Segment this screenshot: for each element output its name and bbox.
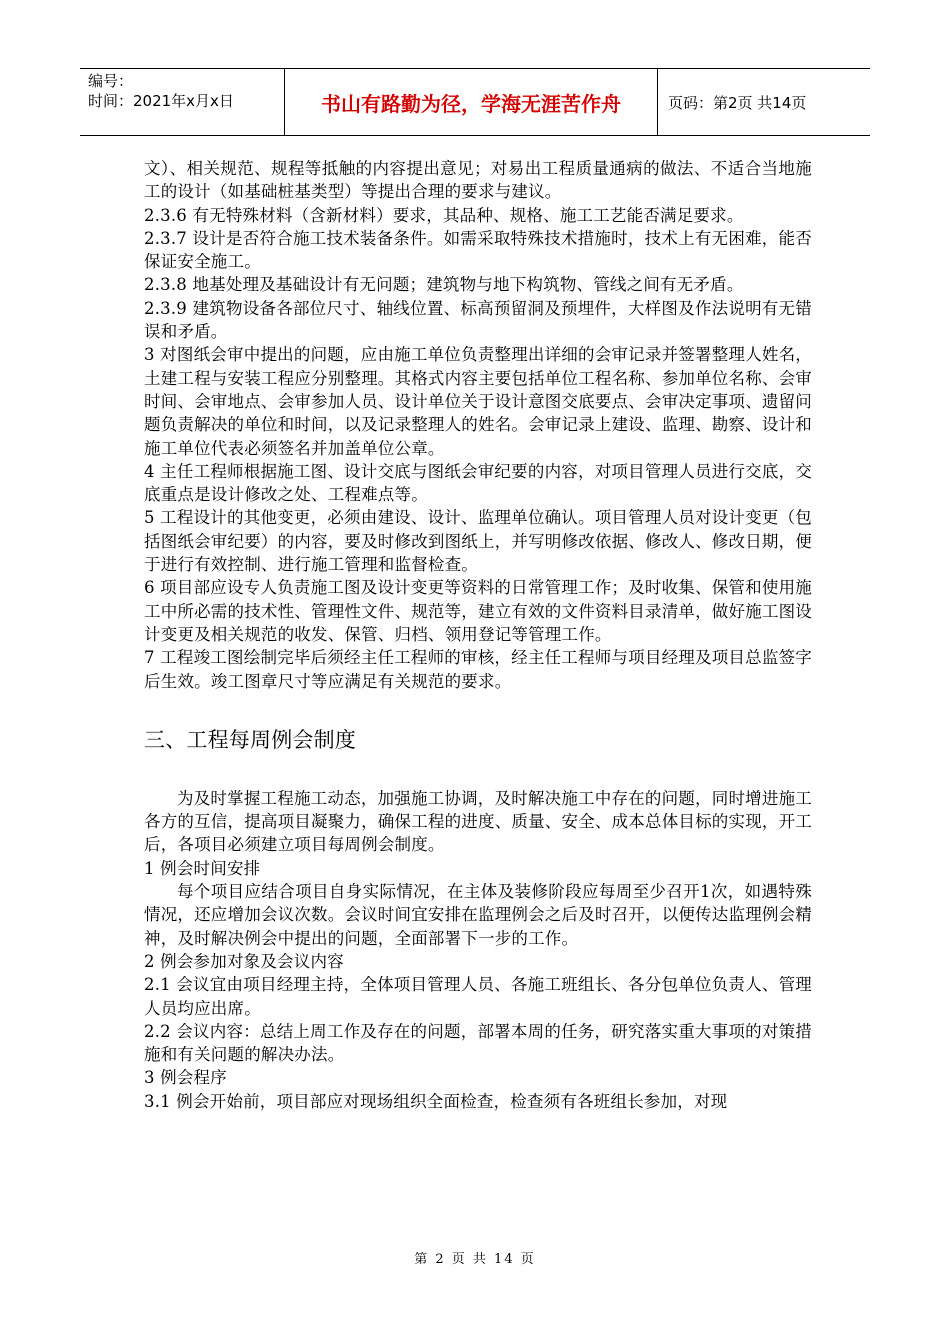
header-meta [80,69,284,135]
document-number-label: 编号： [88,72,134,90]
item-heading: 1 例会时间安排 [144,858,261,878]
paragraph: 3 对图纸会审中提出的问题，应由施工单位负责整理出详细的会审记录并签署整理人姓名，土建工程与安装工程应分别整理。其格式内容主要包括单位工程名称、参加单位名称、会审时间、会审地点、会审参加人员、设计单位关于设计意图交底要点、会审决定事项、遗留问题负责解决的单位和时间，以及记录整理人的姓名。会审记录上建设、监理、勘察、设计和施工单位代表必须签名并加盖单位公章。 [144,345,812,458]
section-intro: 为及时掌握工程施工动态，加强施工协调，及时解决施工中存在的问题，同时增进施工各方的互信，提高项目凝聚力，确保工程的进度、质量、安全、成本总体目标的实现，开工后，各项目必须建立项目每周例会制度。 [144,788,812,855]
paragraph: 2.3.8 地基处理及基础设计有无问题；建筑物与地下构筑物、管线之间有无矛盾。 [144,275,744,295]
paragraph: 3.1 例会开始前，项目部应对现场组织全面检查，检查须有各班组长参加，对现 [144,1091,728,1111]
paragraph: 2.3.9 建筑物设备各部位尺寸、轴线位置、标高预留洞及预埋件，大样图及作法说明有无错误和矛盾。 [144,298,812,342]
page-footer: 第 2 页 共 14 页 [414,1252,536,1267]
paragraph: 文）、相关规范、规程等抵触的内容提出意见；对易出工程质量通病的做法、不适合当地施工的设计（如基础桩基类型）等提出合理的要求与建议。 [144,159,812,202]
paragraph: 6 项目部应设专人负责施工图及设计变更等资料的日常管理工作；及时收集、保管和使用施工中所必需的技术性、管理性文件、规范等，建立有效的文件资料目录清单，做好施工图设计变更及相关规范的收发、保管、归档、领用登记等管理工作。 [144,578,812,644]
header-page-number: 页码：第2页 共14页 [668,93,807,112]
header-motto: 书山有路勤为径，学海无涯苦作舟 [284,69,658,135]
section-title: 三、工程每周例会制度 [144,727,356,752]
paragraph: 5 工程设计的其他变更，必须由建设、设计、监理单位确认。项目管理人员对设计变更（包括图纸会审纪要）的内容，要及时修改到图纸上，并写明修改依据、修改人、修改日期，便于进行有效控制、进行施工管理和监督检查。 [144,508,812,575]
item-heading: 3 例会程序 [144,1068,227,1088]
paragraph: 2.3.7 设计是否符合施工技术装备条件。如需采取特殊技术措施时，技术上有无困难，能否保证安全施工。 [144,228,812,272]
paragraph: 7 工程竣工图绘制完毕后须经主任工程师的审核，经主任工程师与项目经理及项目总监签字后生效。竣工图章尺寸等应满足有关规范的要求。 [144,648,812,691]
paragraph: 4 主任工程师根据施工图、设计交底与图纸会审纪要的内容，对项目管理人员进行交底，交底重点是设计修改之处、工程难点等。 [144,461,812,505]
item-heading: 2 例会参加对象及会议内容 [144,951,344,971]
document-time-label: 时间：2021年x月x日 [88,92,234,110]
document-body [144,157,812,1113]
paragraph: 每个项目应结合项目自身实际情况，在主体及装修阶段应每周至少召开1次，如遇特殊情况，还应增加会议次数。会议时间宜安排在监理例会之后及时召开，以便传达监理例会精神，及时解决例会中提出的问题，全面部署下一步的工作。 [144,882,812,948]
paragraph: 2.2 会议内容：总结上周工作及存在的问题，部署本周的任务，研究落实重大事项的对策措施和有关问题的解决办法。 [144,1021,812,1065]
paragraph: 2.1 会议宜由项目经理主持，全体项目管理人员、各施工班组长、各分包单位负责人、管理人员均应出席。 [144,975,812,1018]
paragraph: 2.3.6 有无特殊材料（含新材料）要求，其品种、规格、施工工艺能否满足要求。 [144,205,744,225]
page-header [80,68,870,136]
